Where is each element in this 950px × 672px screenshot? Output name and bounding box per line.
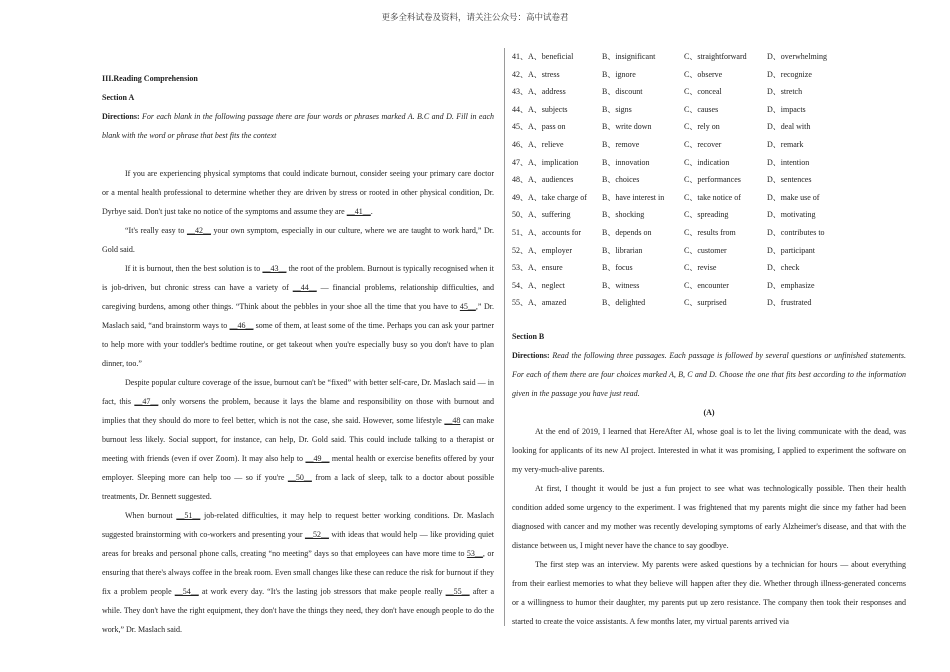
option-choice-c: C、recover: [684, 139, 722, 149]
passage-paragraph-3: [102, 259, 494, 373]
text-span: only worsens the problem, because it lays the blame and responsibility on those with burnout and implies that they should do more to feel better, which is not the case, she said. However, some lifestyle: [102, 397, 495, 425]
text-span: mental health or exercise benefits offered by your employer. Sleeping more can help too — so if you're: [102, 454, 494, 482]
text-span: ,” Dr. Maslach said, “and brainstorm ways to: [102, 302, 494, 330]
option-choice-c: C、straightforward: [684, 52, 747, 61]
passage-paragraph-1: [102, 164, 494, 221]
blank-48: __48: [444, 416, 461, 425]
text-span: .: [370, 207, 373, 216]
option-choice-d: D、participant: [767, 245, 815, 255]
options-table: [512, 48, 906, 312]
option-choice-b: B、innovation: [602, 157, 650, 167]
option-choice-c: C、customer: [684, 245, 727, 255]
option-choice-c: C、observe: [684, 69, 723, 79]
option-choice-a: 49、A、take charge of: [512, 192, 587, 202]
option-row: [512, 83, 906, 101]
option-row: [512, 136, 906, 154]
blank-42: __42__: [186, 226, 211, 235]
column-divider: [504, 48, 505, 626]
blank-52: __52__: [304, 530, 329, 539]
option-row: [512, 66, 906, 84]
option-choice-b: B、write down: [602, 122, 652, 132]
blank-46: __46__: [229, 321, 254, 330]
option-choice-a: 52、A、employer: [512, 245, 572, 255]
option-choice-d: D、frustrated: [767, 298, 812, 308]
text-span: with ideas that would help — like providing quiet areas for breaks and personal phone calls, creating “no meeting” days so that employees can have more time to: [102, 530, 495, 558]
passage-a-paragraph-2: At first, I thought it would be just a fun project to see what was technologically possible. Then their health condition added some urgency to the experiment. I was frightened that my parents might die since my father had been diagnosed with cancer and my mother was recently developing symptoms of early Alzheimer's disease, and that with the distance between us, I might never have the chance to say goodbye.: [512, 484, 906, 550]
directions-label: Directions:: [102, 112, 140, 121]
directions-a: [102, 107, 494, 145]
option-choice-d: D、emphasize: [767, 280, 815, 290]
directions-text: For each blank in the following passage there are four words or phrases marked A. B.C and D. Fill in each blank with the word or phrase that best fits the context: [102, 112, 494, 140]
blank-45: 45__: [459, 302, 476, 311]
passage-paragraph-4: [102, 373, 494, 506]
option-choice-d: D、intention: [767, 157, 810, 167]
option-choice-a: 41、A、beneficial: [512, 52, 574, 61]
option-choice-a: 53、A、ensure: [512, 263, 563, 273]
option-choice-d: D、check: [767, 263, 800, 273]
passage-paragraph-5: [102, 506, 494, 639]
text-span: — financial problems, relationship difficulties, and caregiving burdens, among other things. “Think about the pebbles in your shoe all the time that you have to: [102, 283, 494, 311]
option-row: [512, 189, 906, 207]
section-title: III.Reading Comprehension: [102, 74, 198, 83]
option-row: [512, 101, 906, 119]
option-row: [512, 171, 906, 189]
left-column: [102, 69, 494, 639]
option-row: [512, 118, 906, 136]
directions-label: Directions:: [512, 351, 550, 360]
option-choice-b: B、insignificant: [602, 52, 656, 61]
option-choice-c: C、results from: [684, 227, 736, 237]
option-choice-b: B、focus: [602, 263, 633, 273]
option-choice-c: C、revise: [684, 263, 717, 273]
option-choice-c: C、conceal: [684, 87, 722, 97]
option-choice-c: C、take notice of: [684, 192, 741, 202]
option-choice-a: 47、A、implication: [512, 157, 579, 167]
option-choice-a: 45、A、pass on: [512, 122, 566, 132]
text-span: job-related difficulties, it may help to request better working conditions. Dr. Maslach suggested brainstorming with co-workers and presenting your: [102, 511, 494, 539]
option-choice-a: 44、A、subjects: [512, 104, 568, 114]
option-choice-b: B、remove: [602, 139, 640, 149]
option-choice-d: D、make use of: [767, 192, 820, 202]
option-choice-a: 43、A、address: [512, 87, 566, 97]
directions-b: [512, 346, 906, 403]
option-choice-d: D、sentences: [767, 175, 812, 185]
option-choice-a: 50、A、suffering: [512, 210, 571, 220]
right-column: [512, 327, 906, 631]
option-choice-d: D、overwhelming: [767, 52, 827, 61]
option-choice-a: 46、A、relieve: [512, 139, 564, 149]
text-span: , or ensuring that there's always coffee in the break room. Even small changes like these can reduce the risk for burnout if they fix a problem people: [102, 549, 494, 596]
option-choice-a: 48、A、audiences: [512, 175, 574, 185]
directions-text: Read the following three passages. Each passage is followed by several questions or unfinished statements. For each of them there are four choices marked A, B, C and D. Choose the one that fits best according to the information given in the passage you have just read.: [512, 351, 906, 398]
option-row: [512, 259, 906, 277]
option-row: [512, 224, 906, 242]
option-choice-d: D、motivating: [767, 210, 816, 220]
option-choice-c: C、encounter: [684, 280, 729, 290]
option-choice-a: 55、A、amazed: [512, 298, 567, 308]
option-choice-d: D、deal with: [767, 122, 811, 132]
blank-54: __54__: [174, 587, 199, 596]
option-choice-d: D、impacts: [767, 104, 806, 114]
option-choice-c: C、causes: [684, 104, 719, 114]
option-choice-d: D、recognize: [767, 69, 812, 79]
option-choice-b: B、signs: [602, 104, 632, 114]
option-choice-b: B、delighted: [602, 298, 646, 308]
text-span: Despite popular culture coverage of the issue, burnout can't be “fixed” with better self-care, Dr. Maslach said — in fact, this: [102, 378, 494, 406]
section-b-heading: Section B: [512, 332, 545, 341]
option-row: [512, 277, 906, 295]
passage-a-paragraph-1: At the end of 2019, I learned that HereAfter AI, whose goal is to let the living communicate with the dead, was looking for applicants of its new AI project. Interested in what it was promising, I applied to experiment the software on my very-much-alive parents.: [512, 427, 906, 474]
option-choice-a: 51、A、accounts for: [512, 227, 582, 237]
option-choice-c: C、surprised: [684, 298, 727, 308]
option-choice-a: 42、A、stress: [512, 69, 560, 79]
passage-a-paragraph-3: The first step was an interview. My parents were asked questions by a technician for hours — about everything from their earliest memories to what they believe will happen after they die. Whether through illness-generated concerns or a willingness to humor their daughter, my parents put up zero resistance. The company then took their responses and started to create the voice assistants. A few months later, my virtual parents arrived via: [512, 560, 906, 626]
text-span: can make burnout less likely. Social support, for instance, can help, Dr. Gold said. This could include talking to a therapist or meeting with friends (even if over Zoom). It may also help to: [102, 416, 494, 463]
option-choice-b: B、depends on: [602, 227, 652, 237]
text-span: the root of the problem. Burnout is typically recognised when it is job-driven, but chronic stress can have a variety of: [102, 264, 494, 292]
text-span: your own symptom, especially in our culture, where we are taught to work hard,” Dr. Gold said.: [102, 226, 494, 254]
text-span: If you are experiencing physical symptoms that could indicate burnout, consider seeing your primary care doctor or a mental health professional to determine whether they are driven by stress or rooted in other physical condition, Dr. Dyrbye said. Don't just take no notice of the symptoms and assume they are: [102, 169, 494, 216]
text-span: from a lack of sleep, talk to a doctor about possible treatments, Dr. Bennett suggested.: [102, 473, 494, 501]
option-choice-b: B、ignore: [602, 69, 636, 79]
option-choice-a: 54、A、neglect: [512, 280, 565, 290]
blank-50: __50__: [287, 473, 312, 482]
option-choice-c: C、spreading: [684, 210, 729, 220]
option-choice-d: D、stretch: [767, 87, 803, 97]
option-choice-c: C、rely on: [684, 122, 720, 132]
option-choice-c: C、indication: [684, 157, 730, 167]
option-choice-b: B、discount: [602, 87, 643, 97]
option-choice-c: C、performances: [684, 175, 741, 185]
option-choice-b: B、choices: [602, 175, 640, 185]
option-choice-b: B、shocking: [602, 210, 645, 220]
option-choice-b: B、have interest in: [602, 192, 665, 202]
section-a-heading: Section A: [102, 93, 135, 102]
blank-49: __49__: [305, 454, 330, 463]
text-span: at work every day. “It's the lasting job stressors that make people really: [198, 587, 446, 596]
text-span: “It's really easy to: [125, 226, 187, 235]
option-row: [512, 294, 906, 312]
option-row: [512, 48, 906, 66]
option-row: [512, 154, 906, 172]
option-row: [512, 206, 906, 224]
option-choice-d: D、contributes to: [767, 227, 825, 237]
blank-53: 53__: [466, 549, 483, 558]
page-header: 更多全科试卷及资料，请关注公众号：高中试卷君: [381, 13, 569, 23]
blank-41: __41__: [346, 207, 371, 216]
text-span: When burnout: [125, 511, 177, 520]
option-choice-b: B、witness: [602, 280, 640, 290]
blank-51: __51__: [176, 511, 201, 520]
option-choice-b: B、librarian: [602, 245, 643, 255]
blank-47: __47__: [134, 397, 159, 406]
option-row: [512, 242, 906, 260]
blank-43: __43__: [262, 264, 287, 273]
blank-44: __44__: [292, 283, 317, 292]
text-span: If it is burnout, then the best solution is to: [125, 264, 263, 273]
passage-label: (A): [703, 408, 715, 417]
blank-55: __55__: [445, 587, 470, 596]
option-choice-d: D、remark: [767, 139, 804, 149]
passage-paragraph-2: [102, 221, 494, 259]
text-span: after a while. They don't have the right equipment, they don't have the things they need, they don't have enough people to do the work,” Dr. Maslach said.: [102, 587, 495, 634]
text-span: some of them, at least some of the time. Perhaps you can ask your partner to help more with your toddler's bedtime routine, or get takeout when you're especially busy so you don't have to plan dinner, too.”: [102, 321, 495, 368]
